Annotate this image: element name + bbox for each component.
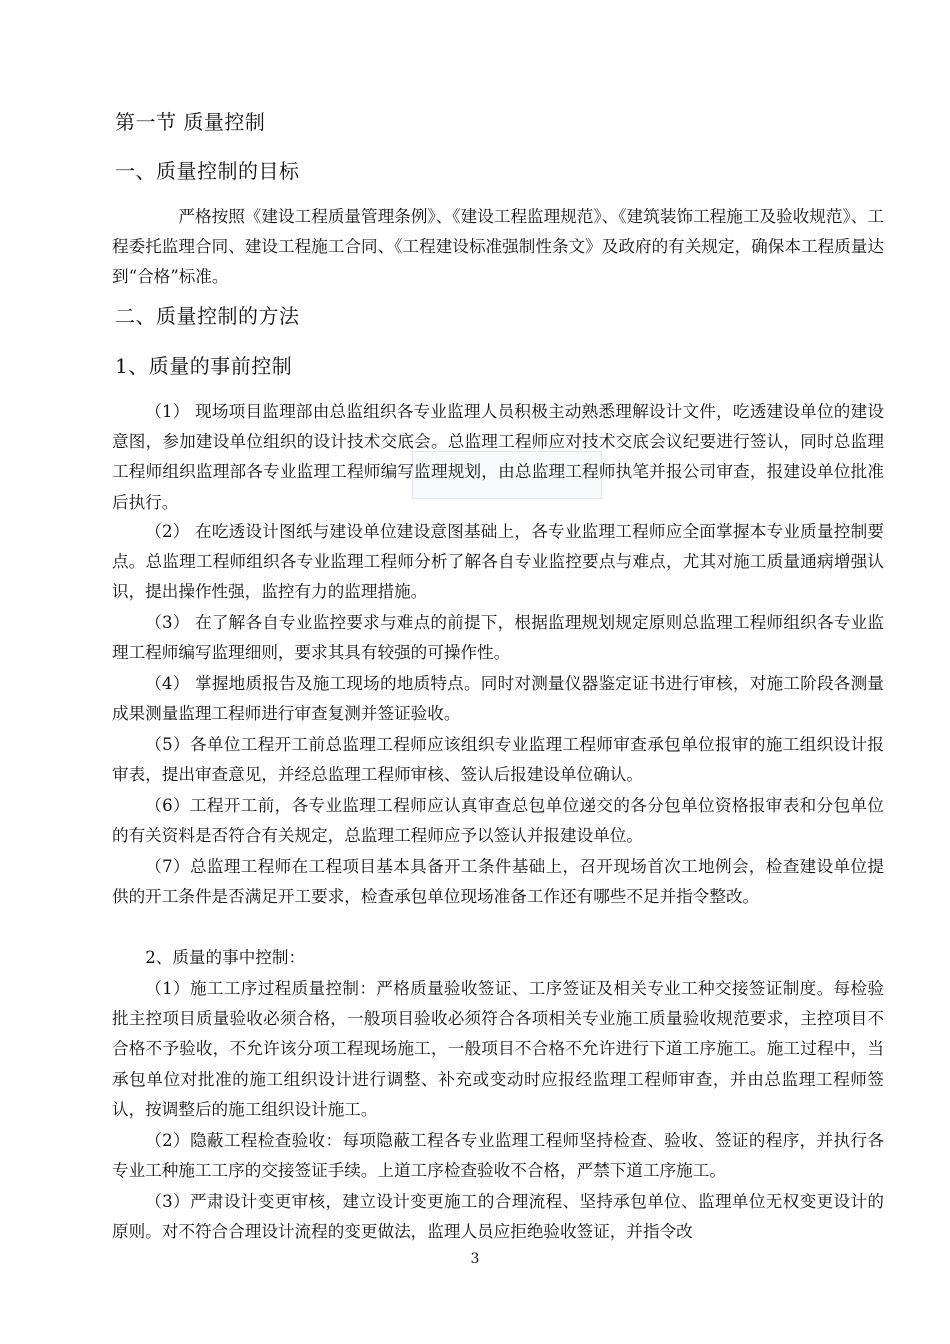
paragraph-pre-control-6: （6）工程开工前，各专业监理工程师应认真审查总包单位递交的各分包单位资格报审表和分包单位的有关资料是否符合有关规定，总监理工程师应予以签认并报建设单位。	[112, 796, 884, 846]
page-number: 3	[470, 1251, 480, 1267]
paragraph-mid-control-2: （2）隐蔽工程检查验收：每项隐蔽工程各专业监理工程师坚持检查、验收、签证的程序，并执行各专业工种施工工序的交接签证手续。上道工序检查验收不合格，严禁下道工序施工。	[112, 1131, 884, 1181]
heading-pre-control: 1、质量的事前控制	[115, 354, 293, 378]
paragraph-pre-control-5: （5）各单位工程开工前总监理工程师应该组织专业监理工程师审查承包单位报审的施工组织设计报审表，提出审查意见，并经总监理工程师审核、签认后报建设单位确认。	[112, 735, 884, 785]
section-title: 第一节 质量控制	[115, 110, 266, 134]
paragraph-pre-control-3: （3） 在了解各自专业监控要求与难点的前提下，根据监理规划规定原则总监理工程师组织各专业监理工程师编写监理细则，要求其具有较强的可操作性。	[112, 613, 884, 663]
paragraph-mid-control-1: （1）施工工序过程质量控制：严格质量验收签证、工序签证及相关专业工种交接签证制度。每检验批主控项目质量验收必须合格，一般项目验收必须符合各项相关专业施工质量验收规范要求，主控项目不合格不予验收，不允许该分项工程现场施工，一般项目不合格不允许进行下道工序施工。施工过程中，当承包单位对批准的施工组织设计进行调整、补充或变动时应报经监理工程师审查，并由总监理工程师签认，按调整后的施工组织设计施工。	[112, 979, 884, 1119]
paragraph-mid-control-3: （3）严肃设计变更审核，建立设计变更施工的合理流程、坚持承包单位、监理单位无权变更设计的原则。对不符合合理设计流程的变更做法，监理人员应拒绝验收签证，并指令改	[112, 1192, 884, 1242]
paragraph-quality-goal: 严格按照《建设工程质量管理条例》、《建设工程监理规范》、《建筑装饰工程施工及验收规范》、工程委托监理合同、建设工程施工合同、《工程建设标准强制性条文》及政府的有关规定，确保本工程质量达到“合格”标准。	[112, 207, 884, 287]
paragraph-pre-control-2: （2） 在吃透设计图纸与建设单位建设意图基础上，各专业监理工程师应全面掌握本专业质量控制要点。总监理工程师组织各专业监理工程师分析了解各自专业监控要点与难点，尤其对施工质量通病增强认识，提出操作性强，监控有力的监理措施。	[112, 522, 884, 602]
heading-mid-control: 2、质量的事中控制：	[145, 948, 306, 967]
heading-quality-methods: 二、质量控制的方法	[115, 304, 300, 328]
paragraph-pre-control-4: （4） 掌握地质报告及施工现场的地质特点。同时对测量仪器鉴定证书进行审核，对施工阶段各测量成果测量监理工程师进行审查复测并签证验收。	[112, 674, 884, 724]
heading-quality-goal: 一、质量控制的目标	[115, 159, 300, 183]
paragraph-pre-control-7: （7）总监理工程师在工程项目基本具备开工条件基础上，召开现场首次工地例会，检查建设单位提供的开工条件是否满足开工要求，检查承包单位现场准备工作还有哪些不足并指令整改。	[112, 857, 884, 907]
paragraph-pre-control-1: （1） 现场项目监理部由总监组织各专业监理人员积极主动熟悉理解设计文件，吃透建设单位的建设意图，参加建设单位组织的设计技术交底会。总监理工程师应对技术交底会议纪要进行签认，同时总监理工程师组织监理部各专业监理工程师编写监理规划，由总监理工程师执笔并报公司审查，报建设单位批准后执行。	[112, 402, 884, 512]
